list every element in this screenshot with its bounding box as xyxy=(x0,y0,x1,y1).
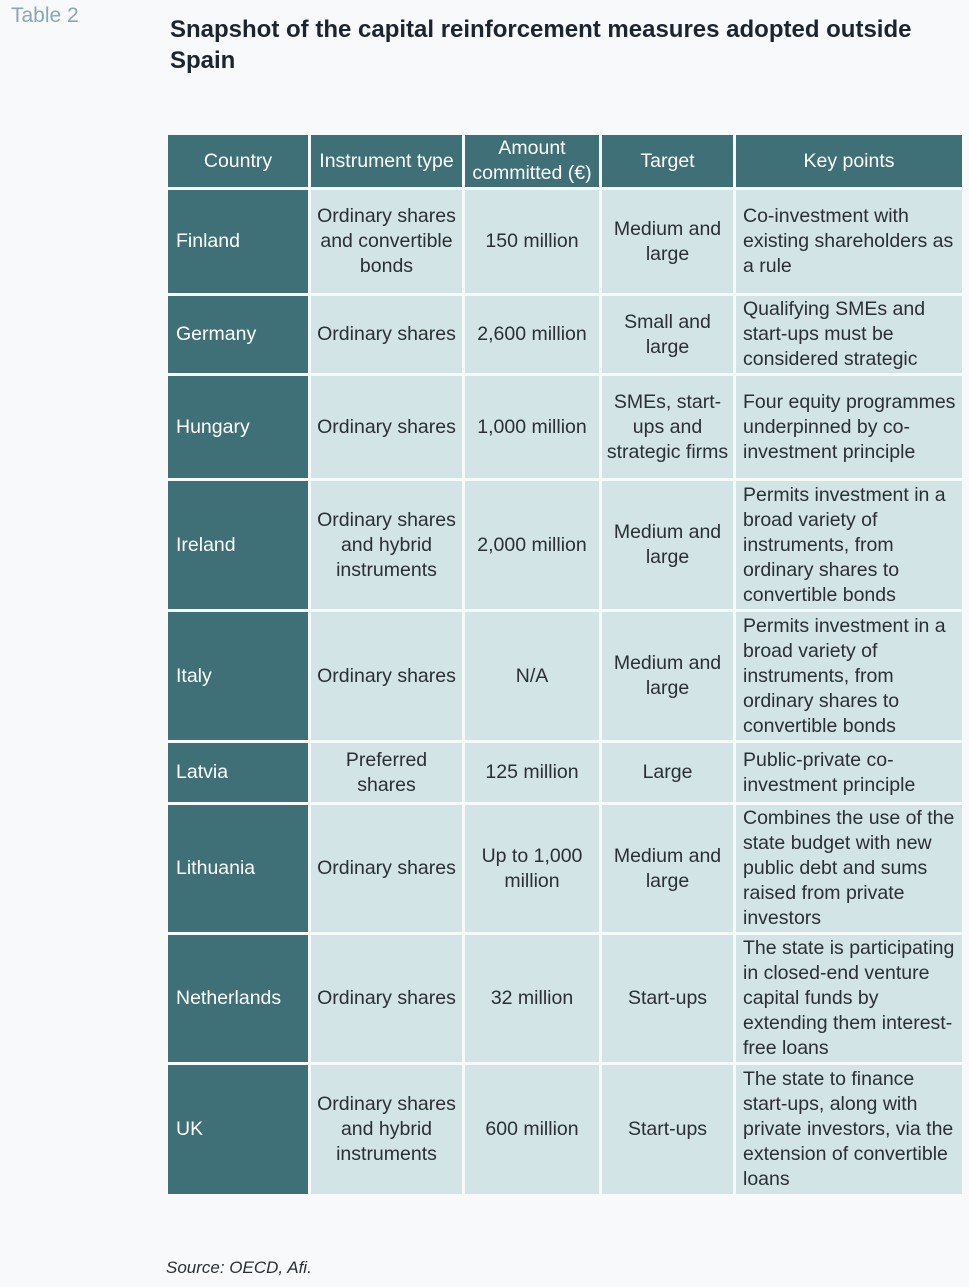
cell-country: Italy xyxy=(168,612,308,740)
cell-key-points: Qualifying SMEs and start-ups must be considered strategic xyxy=(736,296,962,373)
cell-instrument: Ordinary shares xyxy=(311,935,462,1062)
cell-key-points: Four equity programmes underpinned by co-investment principle xyxy=(736,376,962,478)
cell-country: Ireland xyxy=(168,481,308,609)
cell-key-points: Public-private co-investment principle xyxy=(736,743,962,802)
table-row xyxy=(168,805,962,932)
cell-target: Medium and large xyxy=(602,612,733,740)
cell-key-points: Co-investment with existing shareholders as a rule xyxy=(736,190,962,293)
measures-table-container xyxy=(168,135,962,1194)
cell-country: Latvia xyxy=(168,743,308,802)
cell-amount: 150 million xyxy=(465,190,599,293)
table-row xyxy=(168,1065,962,1194)
measures-table xyxy=(165,132,965,1197)
page-title: Snapshot of the capital reinforcement measures adopted outside Spain xyxy=(170,16,912,74)
cell-target: Start-ups xyxy=(602,1065,733,1194)
cell-key-points: The state to finance start-ups, along with private investors, via the extension of convertible loans xyxy=(736,1065,962,1194)
cell-country: Netherlands xyxy=(168,935,308,1062)
table-label: Table 2 xyxy=(11,4,79,27)
cell-target: Medium and large xyxy=(602,481,733,609)
cell-country: Finland xyxy=(168,190,308,293)
cell-target: Small and large xyxy=(602,296,733,373)
table-row xyxy=(168,296,962,373)
source-note: Source: OECD, Afi. xyxy=(166,1258,312,1277)
cell-amount: 125 million xyxy=(465,743,599,802)
table-row xyxy=(168,481,962,609)
cell-country: Hungary xyxy=(168,376,308,478)
cell-amount: 32 million xyxy=(465,935,599,1062)
table-row xyxy=(168,376,962,478)
header-country: Country xyxy=(168,135,308,187)
cell-key-points: Combines the use of the state budget with new public debt and sums raised from private investors xyxy=(736,805,962,932)
table-row xyxy=(168,612,962,740)
cell-country: Lithuania xyxy=(168,805,308,932)
cell-amount: 1,000 million xyxy=(465,376,599,478)
cell-instrument: Ordinary shares and hybrid instruments xyxy=(311,1065,462,1194)
cell-amount: Up to 1,000 million xyxy=(465,805,599,932)
cell-target: Medium and large xyxy=(602,805,733,932)
cell-country: UK xyxy=(168,1065,308,1194)
header-amount-committed: Amount committed (€) xyxy=(465,135,599,187)
table-row xyxy=(168,190,962,293)
table-row xyxy=(168,935,962,1062)
table-row xyxy=(168,743,962,802)
cell-key-points: Permits investment in a broad variety of instruments, from ordinary shares to convertible bonds xyxy=(736,481,962,609)
header-instrument-type: Instrument type xyxy=(311,135,462,187)
header-target: Target xyxy=(602,135,733,187)
cell-instrument: Preferred shares xyxy=(311,743,462,802)
cell-target: Start-ups xyxy=(602,935,733,1062)
cell-instrument: Ordinary shares and convertible bonds xyxy=(311,190,462,293)
cell-target: Large xyxy=(602,743,733,802)
cell-target: SMEs, start-ups and strategic firms xyxy=(602,376,733,478)
cell-instrument: Ordinary shares xyxy=(311,376,462,478)
cell-instrument: Ordinary shares xyxy=(311,296,462,373)
cell-amount: 600 million xyxy=(465,1065,599,1194)
cell-key-points: The state is participating in closed-end venture capital funds by extending them interest-free loans xyxy=(736,935,962,1062)
cell-target: Medium and large xyxy=(602,190,733,293)
cell-instrument: Ordinary shares xyxy=(311,612,462,740)
cell-key-points: Permits investment in a broad variety of instruments, from ordinary shares to convertible bonds xyxy=(736,612,962,740)
cell-amount: 2,000 million xyxy=(465,481,599,609)
cell-amount: 2,600 million xyxy=(465,296,599,373)
cell-instrument: Ordinary shares and hybrid instruments xyxy=(311,481,462,609)
header-key-points: Key points xyxy=(736,135,962,187)
cell-country: Germany xyxy=(168,296,308,373)
cell-amount: N/A xyxy=(465,612,599,740)
cell-instrument: Ordinary shares xyxy=(311,805,462,932)
header-row xyxy=(168,135,962,187)
